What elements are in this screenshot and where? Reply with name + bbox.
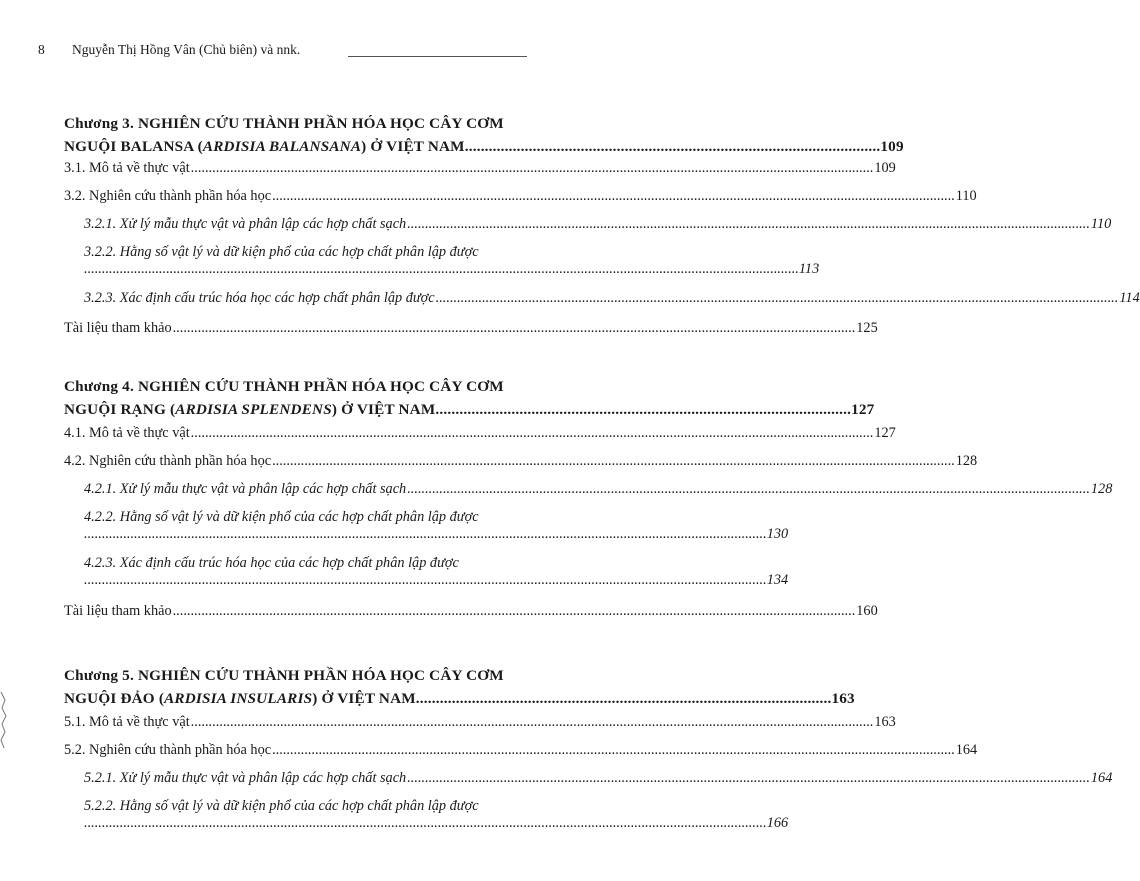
chapter-4-title [64,375,875,421]
toc-subentry: 4.2.3. Xác định cấu trúc hóa học của các hợp chất phân lập được ............................................................................................................................................................................................... 134 [84,555,789,588]
toc-entry: 4.1. Mô tả về thực vật ............................................................................................................................................................................................... 127 [64,425,896,441]
toc-entry: 4.2. Nghiên cứu thành phần hóa học ............................................................................................................................................................................................... 128 [64,453,978,469]
page-number: 8 [38,42,45,57]
chapter-3-entries [64,160,1140,348]
chapter-title-line2: NGUỘI BALANSA (ARDISIA BALANSANA) Ở VIỆT NAM ........................................................................................................ 109 [64,135,514,158]
chapter-title-line2: NGUỘI ĐẢO (ARDISIA INSULARIS) Ở VIỆT NAM ........................................................................................................ 163 [64,687,514,710]
page-edge-mark [0,690,8,750]
toc-entry: 5.1. Mô tả về thực vật ............................................................................................................................................................................................... 163 [64,714,896,730]
chapter-5-entries [64,714,1113,844]
toc-subentry: 5.2.2. Hằng số vật lý và dữ kiện phổ của các hợp chất phân lập được ............................................................................................................................................................................................... 166 [84,798,789,831]
chapter-title-line1: Chương 5. NGHIÊN CỨU THÀNH PHẦN HÓA HỌC CÂY CƠM [64,667,504,684]
chapter-title-line1: Chương 4. NGHIÊN CỨU THÀNH PHẦN HÓA HỌC CÂY CƠM [64,378,504,395]
toc-subentry: 3.2.2. Hằng số vật lý và dữ kiện phổ của các hợp chất phân lập được ........................................................................................................................................................................................................ 113 [84,244,820,277]
toc-subentry: 4.2.1. Xử lý mẫu thực vật và phân lập các hợp chất sạch ............................................................................................................................................................................................... 128 [84,481,1113,497]
toc-entry-references: Tài liệu tham khảo ............................................................................................................................................................................................... 160 [64,603,878,619]
toc-entry: 3.1. Mô tả về thực vật ............................................................................................................................................................................................... 109 [64,160,896,176]
toc-entry-references: Tài liệu tham khảo ............................................................................................................................................................................................... 125 [64,320,878,336]
chapter-title-line2: NGUỘI RẠNG (ARDISIA SPLENDENS) Ở VIỆT NAM ........................................................................................................ 127 [64,398,514,421]
running-header [38,42,527,62]
chapter-3-title [64,112,904,158]
toc-subentry: 3.2.3. Xác định cấu trúc hóa học các hợp chất phân lập được ............................................................................................................................................................................................... 114 [84,290,1140,306]
chapter-page: 109 [880,138,904,155]
chapter-page: 163 [831,690,855,707]
header-rule [348,56,527,57]
chapter-5-title [64,664,855,710]
header-author: Nguyễn Thị Hồng Vân (Chủ biên) và nnk. [72,42,301,57]
chapter-page: 127 [851,401,875,418]
toc-entry: 3.2. Nghiên cứu thành phần hóa học ............................................................................................................................................................................................... 110 [64,188,977,204]
toc-subentry: 4.2.2. Hằng số vật lý và dữ kiện phổ của các hợp chất phân lập được ............................................................................................................................................................................................... 130 [84,509,789,542]
chapter-4-entries [64,425,1113,631]
toc-entry: 5.2. Nghiên cứu thành phần hóa học ............................................................................................................................................................................................... 164 [64,742,978,758]
toc-subentry: 3.2.1. Xử lý mẫu thực vật và phân lập các hợp chất sạch ............................................................................................................................................................................................... 110 [84,216,1112,232]
toc-subentry: 5.2.1. Xử lý mẫu thực vật và phân lập các hợp chất sạch ............................................................................................................................................................................................... 164 [84,770,1113,786]
chapter-title-line1: Chương 3. NGHIÊN CỨU THÀNH PHẦN HÓA HỌC CÂY CƠM [64,115,504,132]
